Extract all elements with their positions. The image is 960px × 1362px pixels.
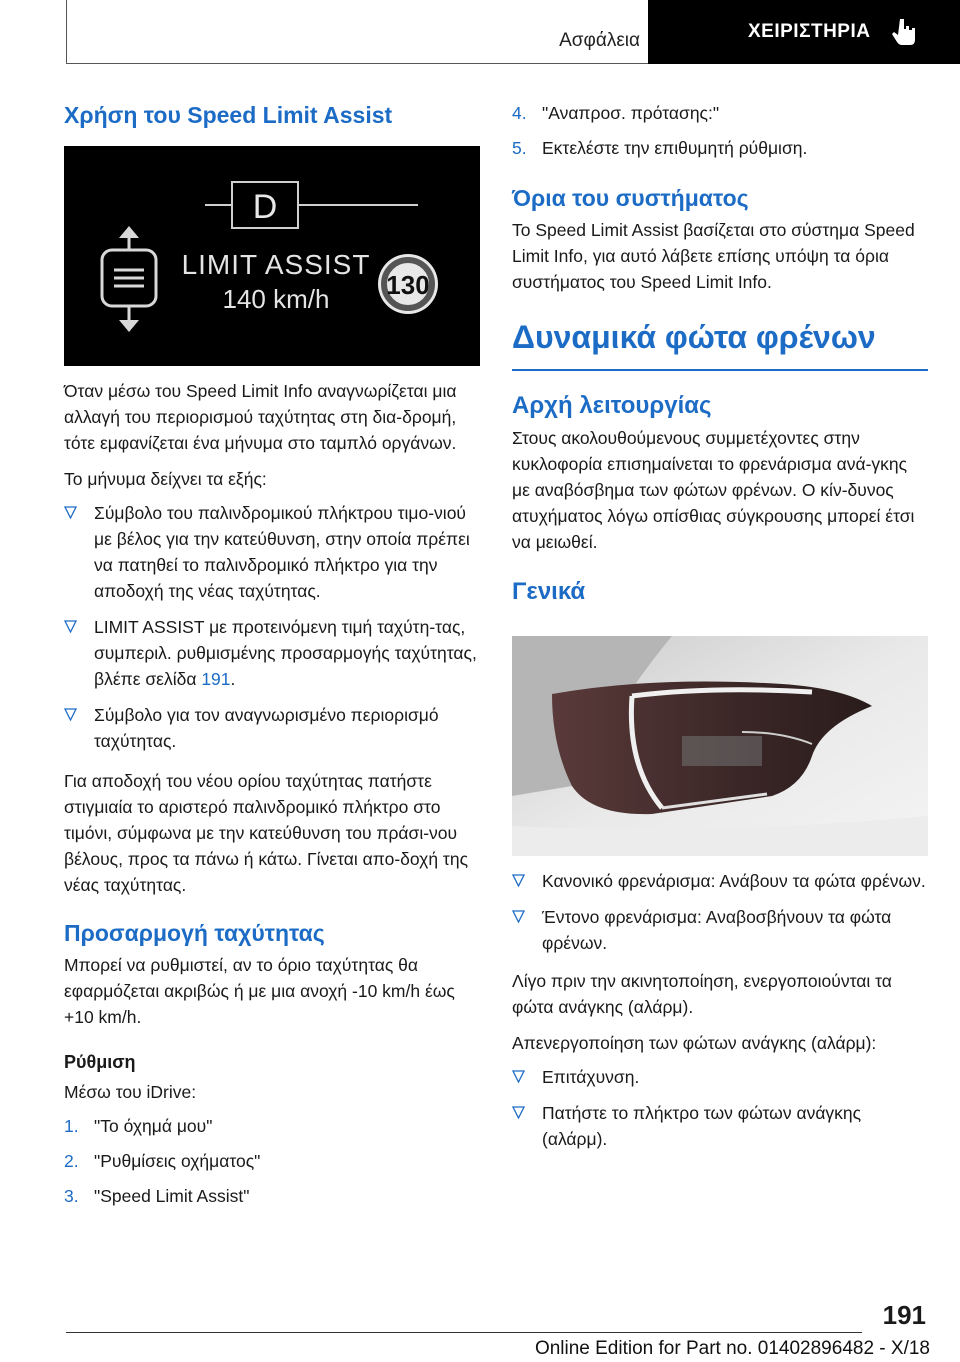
- header-section: Ασφάλεια: [559, 30, 640, 51]
- triangle-bullet-icon: [512, 1106, 525, 1119]
- paragraph-intro: Όταν μέσω του Speed Limit Info αναγνωρίζεται μια αλλαγή του περιορισμού ταχύτητας στη δια-δρομή, τότε εμφανίζεται ένα μήνυμα στο ταμπλό οργάνων.: [64, 381, 457, 453]
- list-item-text: Κανονικό φρενάρισμα: Ανάβουν τα φώτα φρένων.: [542, 871, 926, 891]
- triangle-bullet-icon: [512, 874, 525, 887]
- list-item-text: Σύμβολο για τον αναγνωρισμένο περιορισμό ταχύτητας.: [94, 705, 439, 751]
- right-column-body: [512, 868, 928, 1152]
- list-item: [64, 500, 480, 604]
- paragraph-hazard-on: Λίγο πριν την ακινητοποίηση, ενεργοποιούνται τα φώτα ανάγκης (αλάρμ).: [512, 971, 892, 1017]
- step-number: 3.: [64, 1186, 79, 1206]
- gear-indicator: D: [252, 188, 278, 226]
- list-item: [512, 1100, 928, 1152]
- step-number: 2.: [64, 1151, 79, 1171]
- header-chapter-tab: [648, 0, 960, 64]
- step-item: [64, 1113, 480, 1139]
- header-chapter: ΧΕΙΡΙΣΤΗΡΙΑ: [748, 21, 871, 42]
- left-column: [64, 100, 480, 130]
- step-item: [512, 100, 928, 126]
- step-text: "Speed Limit Assist": [94, 1186, 250, 1206]
- list-item-text: Έντονο φρενάρισμα: Αναβοσβήνουν τα φώτα φρένων.: [542, 907, 892, 953]
- triangle-bullet-icon: [512, 910, 525, 923]
- list-item-text: Επιτάχυνση.: [542, 1067, 640, 1087]
- list-item: [512, 1064, 928, 1090]
- step-number: 1.: [64, 1116, 79, 1136]
- section-title-principle: Αρχή λειτουργίας: [512, 392, 712, 419]
- header-rule: [66, 63, 648, 64]
- left-column-body: [64, 378, 480, 1209]
- triangle-bullet-icon: [64, 708, 77, 721]
- header-divider-left: [66, 0, 67, 64]
- paragraph-principle: Στους ακολουθούμενους συμμετέχοντες στην κυκλοφορία επισημαίνεται το φρενάρισμα ανά-γκης με αναβόσβημα των φώτων φρένων. Ο κίν-δυνος ατυχήματος λόγω οπίσθιας σύγκρουσης μπορεί έτσι να μειωθεί.: [512, 428, 915, 552]
- paragraph-idrive: Μέσω του iDrive:: [64, 1082, 197, 1102]
- section-title-system-limits: Όρια του συστήματος: [512, 185, 749, 211]
- paragraph-limits: Το Speed Limit Assist βασίζεται στο σύστημα Speed Limit Info, για αυτό λάβετε επίσης υπόψη τα όρια συστήματος του Speed Limit Info.: [512, 220, 915, 292]
- step-text: "Ρυθμίσεις οχήματος": [94, 1151, 261, 1171]
- list-item: [512, 868, 928, 894]
- speed-limit-value: 130: [386, 270, 430, 300]
- section-title-speed-limit-assist: Χρήση του Speed Limit Assist: [64, 102, 393, 128]
- list-item-punct: .: [230, 669, 236, 689]
- paragraph-adjust: Μπορεί να ρυθμιστεί, αν το όριο ταχύτητας θα εφαρμόζεται ακριβώς ή με μια ανοχή -10 km/h έως +10 km/h.: [64, 955, 455, 1027]
- list-item-text: Σύμβολο του παλινδρομικού πλήκτρου τιμο-νιού με βέλος για την κατεύθυνση, στην οποία πρέπει να πατηθεί το παλινδρομικό πλήκτρο για την αποδοχή της νέας ταχύτητας.: [94, 503, 470, 601]
- triangle-bullet-icon: [64, 506, 77, 519]
- list-item-text: LIMIT ASSIST με προτεινόμενη τιμή ταχύτη-τας, συμπεριλ. ρυθμισμένης προσαρμογής ταχύτητας, βλέπε σελίδα: [94, 617, 477, 689]
- steering-rocker-icon: [102, 226, 156, 332]
- list-item: [512, 904, 928, 956]
- subsection-title-setting: Ρύθμιση: [64, 1052, 136, 1072]
- step-item: [64, 1183, 480, 1209]
- list-item: [64, 614, 480, 692]
- list-item: [64, 702, 480, 754]
- step-text: Εκτελέστε την επιθυμητή ρύθμιση.: [542, 138, 808, 158]
- triangle-bullet-icon: [512, 1070, 525, 1083]
- section-title-general: Γενικά: [512, 578, 586, 605]
- footer-edition: Online Edition for Part no. 01402896482 - X/18: [534, 1338, 930, 1359]
- step-item: [512, 135, 928, 161]
- list-item-text: Πατήστε το πλήκτρο των φώτων ανάγκης (αλάρμ).: [542, 1103, 862, 1149]
- page-link[interactable]: 191: [201, 669, 231, 689]
- paragraph-hazard-off: Απενεργοποίηση των φώτων ανάγκης (αλάρμ):: [512, 1033, 877, 1053]
- title-underline: [512, 369, 928, 371]
- page-number: 191: [882, 1300, 926, 1330]
- instrument-cluster-image: [64, 146, 480, 366]
- step-number: 5.: [512, 138, 527, 158]
- speed-limit-sign-icon: [378, 254, 438, 314]
- hand-pointer-icon: [892, 17, 918, 47]
- right-column: [512, 100, 928, 607]
- triangle-bullet-icon: [64, 620, 77, 633]
- chapter-title-dynamic-brake-lights: Δυναμικά φώτα φρένων: [512, 319, 876, 355]
- step-text: "Αναπροσ. πρότασης:": [542, 103, 720, 123]
- limit-assist-label: LIMIT ASSIST: [181, 249, 371, 280]
- step-item: [64, 1148, 480, 1174]
- step-number: 4.: [512, 103, 527, 123]
- step-text: "Το όχημά μου": [94, 1116, 213, 1136]
- footer-rule: [66, 1332, 862, 1333]
- limit-assist-speed: 140 km/h: [222, 284, 330, 314]
- paragraph-accept: Για αποδοχή του νέου ορίου ταχύτητας πατήστε στιγμιαία το αριστερό παλινδρομικό πλήκτρο στο τιμόνι, σύμφωνα με την κατεύθυνση του πράσι-νου βέλους, προς τα πάνω ή κάτω. Γίνεται απο-δοχή της νέας ταχύτητας.: [64, 771, 469, 895]
- paragraph-message: Το μήνυμα δείχνει τα εξής:: [64, 469, 267, 489]
- section-title-speed-adjust: Προσαρμογή ταχύτητας: [64, 920, 325, 946]
- tail-light-image: [512, 636, 928, 856]
